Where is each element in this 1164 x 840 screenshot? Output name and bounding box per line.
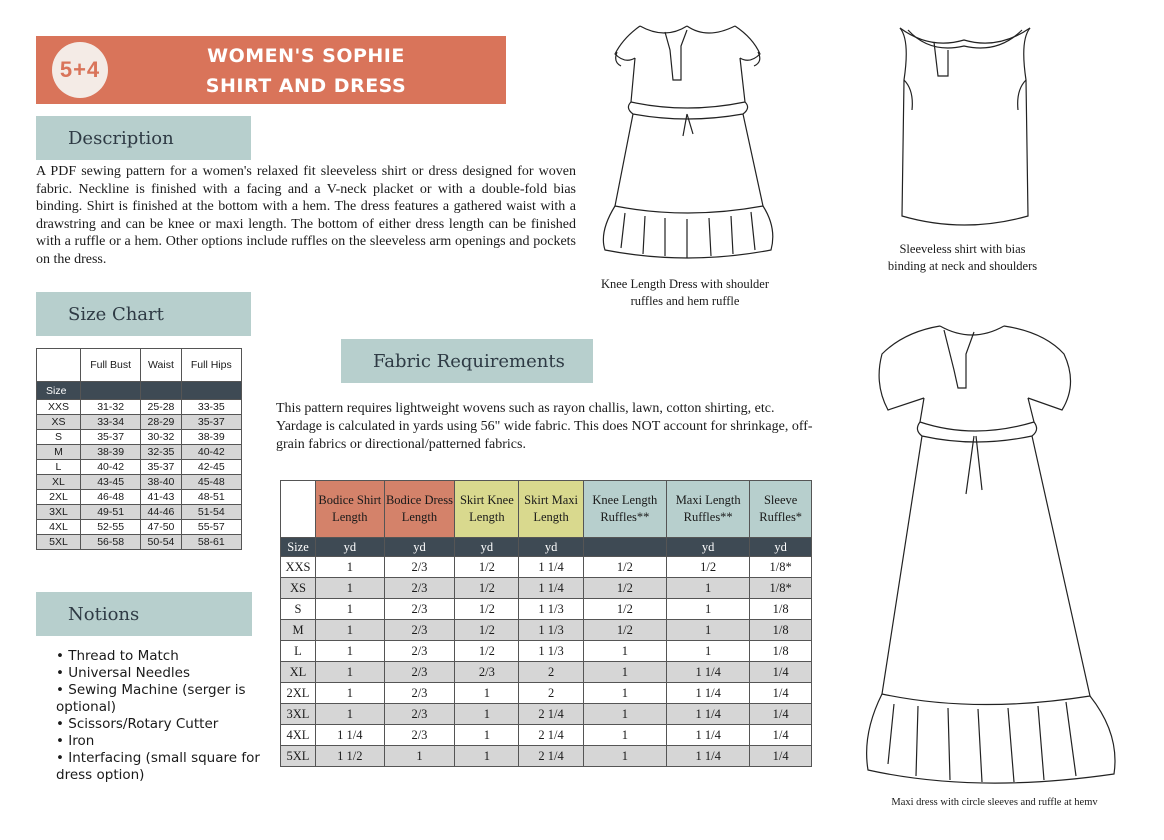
description-text: A PDF sewing pattern for a women's relaxed fit sleeveless shirt or dress designed for woven fabric. Neckline is finished with a facing and a V-neck placket or with a double-fold bias binding. Shirt is finished at the bottom with a hem. The dress features a gathered waist with a drawstring and can be knee or maxi length. The bottom of either dress length can be finished with a ruffle or a hem. Other options include ruffles on the sleeveless arm openings and pockets on the dress. — [36, 164, 576, 267]
size-chart-row — [37, 520, 242, 535]
fabric-value-cell: 1 — [583, 683, 666, 704]
fabric-value-cell: 1 — [583, 746, 666, 767]
fabric-size-cell: S — [281, 599, 316, 620]
fabric-unit-cell: yd — [316, 538, 385, 557]
fabric-value-cell: 2/3 — [384, 704, 455, 725]
size-chart-col-header: Waist — [141, 349, 181, 382]
fabric-value-cell: 1 1/4 — [667, 662, 750, 683]
fabric-value-cell: 1 — [316, 641, 385, 662]
fabric-value-cell: 1/8 — [750, 599, 812, 620]
size-chart-heading: Size Chart — [36, 292, 251, 336]
fabric-value-cell: 2/3 — [384, 725, 455, 746]
size-label: Size — [37, 382, 81, 400]
fabric-value-cell: 2/3 — [384, 578, 455, 599]
fabric-col-header: Knee Length Ruffles** — [583, 481, 666, 538]
fabric-value-cell: 2 1/4 — [519, 725, 583, 746]
fabric-value-cell: 1 — [316, 683, 385, 704]
fabric-value-cell: 1 — [455, 746, 519, 767]
fabric-col-header: Bodice Dress Length — [384, 481, 455, 538]
fabric-value-cell: 1 1/4 — [667, 746, 750, 767]
fabric-value-cell: 1/2 — [455, 620, 519, 641]
notion-item: • Interfacing (small square for dress option) — [56, 750, 260, 783]
fabric-value-cell: 2/3 — [384, 557, 455, 578]
size-chart-value-cell: 38-39 — [80, 445, 140, 460]
fabric-value-cell: 1 — [316, 704, 385, 725]
size-chart-row — [37, 460, 242, 475]
size-chart-row — [37, 445, 242, 460]
size-chart-size-cell: L — [37, 460, 81, 475]
fabric-table-corner — [281, 481, 316, 538]
fabric-row — [281, 746, 812, 767]
fabric-row — [281, 599, 812, 620]
fabric-value-cell: 1/2 — [583, 620, 666, 641]
size-chart-col-header: Full Hips — [181, 349, 241, 382]
fabric-heading: Fabric Requirements — [341, 339, 593, 383]
fabric-unit-cell — [583, 538, 666, 557]
fabric-row — [281, 725, 812, 746]
size-chart-value-cell: 52-55 — [80, 520, 140, 535]
fabric-value-cell: 1/4 — [750, 746, 812, 767]
fabric-value-cell: 1 1/4 — [667, 704, 750, 725]
knee-dress-caption: Knee Length Dress with shoulder ruffles and hem ruffle — [600, 277, 770, 308]
fabric-size-cell: L — [281, 641, 316, 662]
fabric-size-cell: 5XL — [281, 746, 316, 767]
fabric-value-cell: 1/4 — [750, 683, 812, 704]
fabric-size-cell: XXS — [281, 557, 316, 578]
size-chart-value-cell: 33-35 — [181, 400, 241, 415]
fabric-size-cell: 4XL — [281, 725, 316, 746]
description-heading: Description — [36, 116, 251, 160]
size-chart-value-cell: 50-54 — [141, 535, 181, 550]
size-chart-size-cell: M — [37, 445, 81, 460]
size-chart-row — [37, 475, 242, 490]
fabric-value-cell: 1 1/4 — [667, 683, 750, 704]
fabric-value-cell: 2 — [519, 662, 583, 683]
size-chart-size-cell: 2XL — [37, 490, 81, 505]
fabric-table — [280, 480, 812, 767]
size-chart-value-cell: 33-34 — [80, 415, 140, 430]
fabric-value-cell: 1 — [316, 620, 385, 641]
fabric-value-cell: 1 1/3 — [519, 599, 583, 620]
size-chart-value-cell: 45-48 — [181, 475, 241, 490]
notion-item: • Scissors/Rotary Cutter — [56, 716, 219, 732]
fabric-value-cell: 1 — [455, 725, 519, 746]
fabric-size-cell: XS — [281, 578, 316, 599]
title-line-2: SHIRT AND DRESS — [205, 75, 407, 97]
fabric-value-cell: 1 — [316, 662, 385, 683]
fabric-value-cell: 1 1/4 — [316, 725, 385, 746]
fabric-value-cell: 1 — [667, 599, 750, 620]
title-line-1: WOMEN'S SOPHIE — [207, 45, 405, 67]
size-chart-size-cell: S — [37, 430, 81, 445]
fabric-row — [281, 620, 812, 641]
fabric-unit-cell: yd — [384, 538, 455, 557]
size-chart-value-cell: 55-57 — [181, 520, 241, 535]
brand-logo: 5+4 — [52, 42, 108, 98]
fabric-value-cell: 1/2 — [667, 557, 750, 578]
size-chart-row — [37, 490, 242, 505]
fabric-value-cell: 1 — [583, 704, 666, 725]
fabric-value-cell: 1 — [455, 683, 519, 704]
fabric-size-cell: 3XL — [281, 704, 316, 725]
fabric-col-header: Skirt Knee Length — [455, 481, 519, 538]
size-chart-value-cell: 48-51 — [181, 490, 241, 505]
fabric-value-cell: 1/8 — [750, 641, 812, 662]
notions-list — [56, 648, 276, 784]
fabric-value-cell: 1/4 — [750, 704, 812, 725]
fabric-value-cell: 2 — [519, 683, 583, 704]
size-chart-value-cell: 47-50 — [141, 520, 181, 535]
size-chart-size-cell: XS — [37, 415, 81, 430]
fabric-value-cell: 1/2 — [583, 557, 666, 578]
fabric-value-cell: 1/8* — [750, 578, 812, 599]
size-chart-size-cell: XXS — [37, 400, 81, 415]
fabric-value-cell: 2/3 — [384, 641, 455, 662]
size-chart-value-cell: 40-42 — [181, 445, 241, 460]
size-chart-size-cell: 3XL — [37, 505, 81, 520]
size-chart-value-cell: 25-28 — [141, 400, 181, 415]
fabric-value-cell: 2 1/4 — [519, 746, 583, 767]
size-chart-value-cell: 35-37 — [141, 460, 181, 475]
fabric-size-cell: M — [281, 620, 316, 641]
size-chart-corner — [37, 349, 81, 382]
fabric-value-cell: 1 — [667, 641, 750, 662]
fabric-row — [281, 641, 812, 662]
fabric-value-cell: 1 — [316, 557, 385, 578]
size-chart-value-cell: 49-51 — [80, 505, 140, 520]
size-chart-value-cell: 46-48 — [80, 490, 140, 505]
fabric-row — [281, 704, 812, 725]
size-chart-value-cell: 43-45 — [80, 475, 140, 490]
title-banner — [36, 36, 506, 104]
size-chart-value-cell: 30-32 — [141, 430, 181, 445]
fabric-value-cell: 1 1/4 — [519, 557, 583, 578]
fabric-col-header: Sleeve Ruffles* — [750, 481, 812, 538]
size-chart-value-cell: 51-54 — [181, 505, 241, 520]
fabric-value-cell: 1/2 — [583, 599, 666, 620]
size-chart-value-cell: 32-35 — [141, 445, 181, 460]
size-chart-value-cell: 44-46 — [141, 505, 181, 520]
shirt-caption: Sleeveless shirt with bias binding at neck and shoulders — [887, 242, 1038, 273]
fabric-value-cell: 1/2 — [583, 578, 666, 599]
fabric-value-cell: 2/3 — [384, 683, 455, 704]
fabric-value-cell: 1/2 — [455, 599, 519, 620]
size-chart-size-cell: 4XL — [37, 520, 81, 535]
fabric-value-cell: 2/3 — [384, 599, 455, 620]
fabric-value-cell: 1 — [667, 620, 750, 641]
fabric-value-cell: 1 — [455, 704, 519, 725]
size-chart-row — [37, 430, 242, 445]
fabric-value-cell: 1 — [583, 725, 666, 746]
notion-item: • Thread to Match — [56, 648, 179, 664]
fabric-value-cell: 1 1/2 — [316, 746, 385, 767]
notion-item: • Universal Needles — [56, 665, 191, 681]
fabric-value-cell: 1 — [316, 599, 385, 620]
knee-dress-illustration — [595, 18, 780, 268]
size-chart-row — [37, 505, 242, 520]
fabric-row — [281, 662, 812, 683]
fabric-value-cell: 1/8 — [750, 620, 812, 641]
fabric-table-body — [281, 557, 812, 767]
size-chart-value-cell: 58-61 — [181, 535, 241, 550]
fabric-size-label: Size — [281, 538, 316, 557]
size-chart-value-cell: 40-42 — [80, 460, 140, 475]
size-chart-col-header: Full Bust — [80, 349, 140, 382]
fabric-row — [281, 557, 812, 578]
fabric-value-cell: 1/2 — [455, 641, 519, 662]
size-chart-value-cell: 35-37 — [181, 415, 241, 430]
fabric-value-cell: 1/2 — [455, 578, 519, 599]
fabric-row — [281, 683, 812, 704]
fabric-value-cell: 1 — [316, 578, 385, 599]
notion-item: • Iron — [56, 733, 95, 749]
fabric-value-cell: 2/3 — [455, 662, 519, 683]
fabric-value-cell: 1 1/4 — [519, 578, 583, 599]
fabric-value-cell: 1 — [583, 641, 666, 662]
size-chart-value-cell: 38-39 — [181, 430, 241, 445]
sleeveless-shirt-illustration — [890, 20, 1038, 235]
size-chart-row — [37, 400, 242, 415]
fabric-value-cell: 1 1/4 — [667, 725, 750, 746]
size-chart-value-cell: 35-37 — [80, 430, 140, 445]
fabric-unit-cell: yd — [519, 538, 583, 557]
maxi-dress-caption: Maxi dress with circle sleeves and ruffle at hemv — [891, 797, 1098, 808]
fabric-value-cell: 2 1/4 — [519, 704, 583, 725]
fabric-col-header: Maxi Length Ruffles** — [667, 481, 750, 538]
fabric-value-cell: 1 — [583, 662, 666, 683]
fabric-value-cell: 1 1/3 — [519, 641, 583, 662]
size-chart-value-cell: 41-43 — [141, 490, 181, 505]
fabric-size-cell: 2XL — [281, 683, 316, 704]
notions-heading: Notions — [36, 592, 252, 636]
size-chart-value-cell: 31-32 — [80, 400, 140, 415]
fabric-size-cell: XL — [281, 662, 316, 683]
fabric-row — [281, 578, 812, 599]
size-chart-body — [37, 400, 242, 550]
size-chart-value-cell: 42-45 — [181, 460, 241, 475]
size-chart-size-cell: XL — [37, 475, 81, 490]
fabric-value-cell: 1/4 — [750, 662, 812, 683]
size-chart-value-cell: 56-58 — [80, 535, 140, 550]
fabric-value-cell: 1 — [384, 746, 455, 767]
fabric-unit-cell: yd — [750, 538, 812, 557]
size-chart-size-cell: 5XL — [37, 535, 81, 550]
fabric-col-header: Skirt Maxi Length — [519, 481, 583, 538]
fabric-value-cell: 1 1/3 — [519, 620, 583, 641]
notion-item: • Sewing Machine (serger is optional) — [56, 682, 246, 715]
fabric-unit-cell: yd — [455, 538, 519, 557]
fabric-value-cell: 2/3 — [384, 620, 455, 641]
fabric-col-header: Bodice Shirt Length — [316, 481, 385, 538]
fabric-text: This pattern requires lightweight wovens such as rayon challis, lawn, cotton shirting, etc. Yardage is calculated in yards using 56" wide fabric. This does NOT account for shrinkage, off-grain fabrics or directional/patterned fabrics. — [276, 401, 813, 452]
size-chart-table — [36, 348, 242, 550]
size-chart-value-cell: 28-29 — [141, 415, 181, 430]
fabric-value-cell: 1/4 — [750, 725, 812, 746]
fabric-value-cell: 2/3 — [384, 662, 455, 683]
fabric-value-cell: 1/2 — [455, 557, 519, 578]
size-chart-row — [37, 535, 242, 550]
fabric-value-cell: 1 — [667, 578, 750, 599]
fabric-value-cell: 1/8* — [750, 557, 812, 578]
size-chart-row — [37, 415, 242, 430]
maxi-dress-illustration — [858, 314, 1126, 792]
size-chart-value-cell: 38-40 — [141, 475, 181, 490]
fabric-unit-cell: yd — [667, 538, 750, 557]
